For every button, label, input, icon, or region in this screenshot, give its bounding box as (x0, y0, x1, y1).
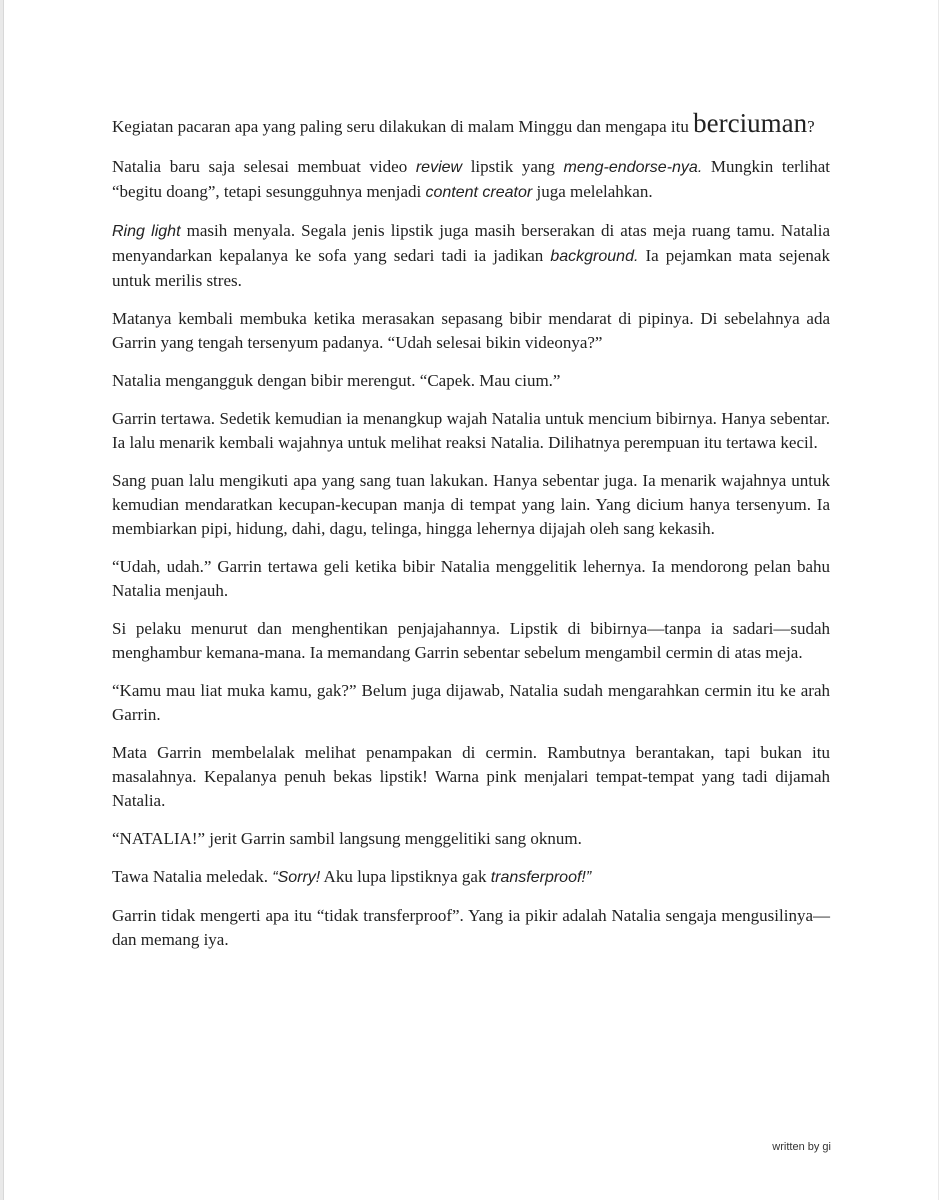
text-run: Mungkin terlihat “begitu doang”, tetapi sesungguhnya menjadi (112, 157, 831, 201)
paragraph-6: Sang puan lalu mengikuti apa yang sang tuan lakukan. Hanya sebentar juga. Ia menarik wajahnya untuk kemudian mendaratkan kecupan-kecupan manja di tempat yang lain. Yang dicium hanya tersenyum. Ia membiarkan pipi, hidung, dahi, dagu, telinga, hingga lehernya dijajah oleh sang kekasih. (112, 471, 830, 538)
paragraph-2 (112, 219, 830, 293)
paragraph-10: Mata Garrin membelalak melihat penampakan di cermin. Rambutnya berantakan, tapi bukan itu masalahnya. Kepalanya penuh bekas lipstik! Warna pink menjalari tempat-tempat yang tadi dijamah Natalia. (112, 743, 830, 810)
paragraph-8: Si pelaku menurut dan menghentikan penjajahannya. Lipstik di bibirnya—tanpa ia sadari—sudah menghambur kemana-mana. Ia memandang Garrin sebentar sebelum mengambil cermin di atas meja. (112, 619, 830, 662)
paragraph-5: Garrin tertawa. Sedetik kemudian ia menangkup wajah Natalia untuk mencium bibirnya. Hanya sebentar. Ia lalu menarik kembali wajahnya untuk melihat reaksi Natalia. Dilihatnya perempuan itu tertawa kecil. (112, 409, 830, 452)
document-body (112, 106, 830, 966)
paragraph-1 (112, 155, 830, 205)
paragraph-11: “NATALIA!” jerit Garrin sambil langsung menggelitiki sang oknum. (112, 829, 582, 848)
text-run: lipstik yang (462, 157, 564, 176)
italic-run: content creator (425, 184, 533, 201)
italic-run: background. (550, 248, 639, 265)
title-line: Kegiatan pacaran apa yang paling seru dilakukan di malam Minggu dan mengapa itu (112, 117, 689, 136)
text-run: Tawa Natalia meledak. (112, 867, 273, 886)
text-run: Natalia baru saja selesai membuat video (112, 157, 416, 176)
paragraph-7: “Udah, udah.” Garrin tertawa geli ketika bibir Natalia menggelitik lehernya. Ia mendorong pelan bahu Natalia menjauh. (112, 557, 830, 600)
text-run: juga melelahkan. (532, 182, 653, 201)
paragraph-9: “Kamu mau liat muka kamu, gak?” Belum juga dijawab, Natalia sudah mengarahkan cermin itu ke arah Garrin. (112, 681, 830, 724)
text-run: masih menyala. Segala jenis lipstik juga masih berserakan di atas meja ruang tamu. Natalia menyandarkan kepalanya ke sofa yang sedari tadi ia jadikan (112, 221, 831, 265)
title-question-mark: ? (807, 117, 815, 136)
document-page (3, 0, 938, 1200)
italic-run: Ring light (112, 223, 181, 240)
document-title (112, 106, 830, 140)
paragraph-12 (112, 865, 830, 890)
paragraph-4: Natalia mengangguk dengan bibir merengut. “Capek. Mau cium.” (112, 371, 561, 390)
paragraph-13: Garrin tidak mengerti apa itu “tidak transferproof”. Yang ia pikir adalah Natalia sengaja mengusilinya—dan memang iya. (112, 906, 830, 949)
italic-run: review (415, 159, 463, 176)
text-run: Aku lupa lipstiknya gak (320, 867, 491, 886)
author-credit: written by gi (772, 1141, 831, 1153)
italic-run: meng-endorse-nya. (563, 159, 703, 176)
text-run: Ia pejamkan mata sejenak untuk merilis stres. (112, 246, 830, 290)
italic-run: “Sorry! (272, 869, 321, 886)
italic-run: transferproof!” (490, 869, 592, 886)
title-answer: berciuman (693, 108, 808, 138)
paragraph-3: Matanya kembali membuka ketika merasakan sepasang bibir mendarat di pipinya. Di sebelahnya ada Garrin yang tengah tersenyum padanya. “Udah selesai bikin videonya?” (112, 309, 830, 352)
